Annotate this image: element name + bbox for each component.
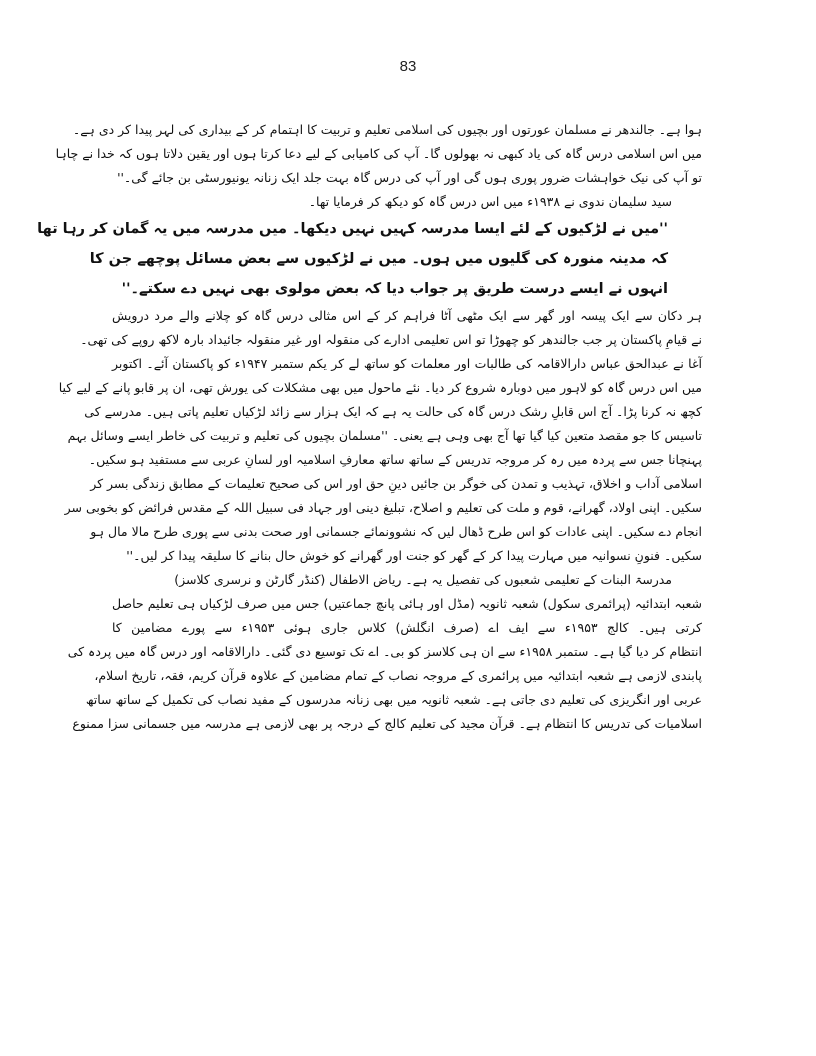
text-line: سکیں۔ فنونِ نسوانیہ میں مہارت پیدا کر کے گھر کو جنت اور گھرانے کو خوش حال بنانے کا سلیقہ پیدا کر لیں۔'' <box>126 548 702 563</box>
text-line: تو آپ کی نیک خواہشات ضرور پوری ہوں گی اور آپ کی درس گاہ بہت جلد ایک زنانہ یونیورسٹی بن جائے گی۔'' <box>117 170 702 185</box>
paragraph-2 <box>58 304 702 568</box>
paragraph-1 <box>55 118 702 190</box>
paragraph-3 <box>67 568 703 736</box>
text-line: شعبہ ابتدائیہ (پرائمری سکول) شعبہ ثانویہ (مڈل اور ہائی پانچ جماعتیں) جس میں صرف لڑکیاں ہی تعلیم حاصل <box>112 596 702 611</box>
text-line: پابندی لازمی ہے شعبہ ابتدائیہ میں پرائمری کے مروجہ نصاب کے تمام مضامین کے علاوہ قرآن کریم، فقہ، تاریخ اسلام، <box>94 668 702 683</box>
page-body <box>37 118 703 736</box>
quote-line: کہ مدینہ منورہ کی گلیوں میں ہوں۔ میں نے لڑکیوں سے بعض مسائل پوچھے جن کا <box>89 251 668 267</box>
text-line: میں اس اسلامی درس گاہ کی یاد کبھی نہ بھولوں گا۔ آپ کی کامیابی کے لیے دعا کرتا ہوں اور یقین دلاتا ہوں کہ خدا نے چاہا <box>55 146 702 161</box>
page-number: 83 <box>399 58 417 75</box>
text-line: آغا نے عبدالحق عباس دارالاقامہ کی طالبات اور معلمات کو ساتھ لے کر یکم ستمبر ۱۹۴۷ء کو پاکستان آئے۔ اکتوبر <box>112 356 702 371</box>
quote-intro: سید سلیمان ندوی نے ۱۹۳۸ء میں اس درس گاہ کو دیکھ کر فرمایا تھا۔ <box>308 194 672 209</box>
text-line: عربی اور انگریزی کی تعلیم دی جاتی ہے۔ شعبہ ثانویہ میں بھی زنانہ مدرسوں کے مفید نصاب کی تکمیل کے ساتھ ساتھ <box>85 692 702 707</box>
text-line: کرتی ہیں۔ کالج ۱۹۵۳ء سے ایف اے (صرف انگلش) کلاس جاری ہوئی ۱۹۵۳ء سے پورے مضامین کا <box>112 620 703 635</box>
text-line: انجام دے سکیں۔ اپنی عادات کو اس طرح ڈھال لیں کہ نشوونمائے جسمانی اور صحت بدنی سے پوری طرح مالا مال ہو <box>90 524 702 539</box>
block-quote <box>37 214 702 304</box>
text-line: تاسیس کا جو مقصد متعین کیا گیا تھا آج بھی وہی ہے یعنی۔ ''مسلمان بچیوں کی تعلیم و تربیت کی خاطر ایسے وسائل بہم <box>67 428 702 443</box>
text-line: ہوا ہے۔ جالندھر نے مسلمان عورتوں اور بچیوں کی اسلامی تعلیم و تربیت کا اہتمام کر کے بیداری کی لہر پیدا کر دی ہے۔ <box>72 122 702 137</box>
text-line: اسلامی آداب و اخلاق، تہذیب و تمدن کی خوگر بن جائیں دینِ حق اور اس کی صحیح تعلیمات کے مطابق زندگی بسر کر <box>90 476 702 491</box>
text-line: کچھ نہ کرنا پڑا۔ آج اس قابلِ رشک درس گاہ کی حالت یہ ہے کہ ایک ہزار سے زائد لڑکیاں تعلیم پاتی ہیں۔ مدرسے کی <box>84 404 702 419</box>
text-line: پہنچانا جس سے پردہ میں رہ کر مروجہ تدریس کے ساتھ ساتھ معارفِ اسلامیہ اور لسانِ عربی سے مستفید ہو سکیں۔ <box>88 452 702 467</box>
text-line: انتظام کر دیا گیا ہے۔ ستمبر ۱۹۵۸ء سے ان ہی کلاسز کو بی۔ اے تک توسیع دی گئی۔ دارالاقامہ اور درس گاہ میں پردہ کی <box>67 644 702 659</box>
text-line: نے قیامِ پاکستان پر جب جالندھر کو چھوڑا تو اس تعلیمی ادارے کی منقولہ اور غیر منقولہ جائیداد بارہ لاکھ روپے کی تھی۔ <box>80 332 702 347</box>
text-line: مدرسۃ البنات کے تعلیمی شعبوں کی تفصیل یہ ہے۔ ریاض الاطفال (کنڈر گارٹن و نرسری کلاسز) <box>174 572 672 587</box>
quote-line: انہوں نے ایسے درست طریق پر جواب دیا کہ بعض مولوی بھی نہیں دے سکتے۔'' <box>121 281 668 297</box>
text-line: میں اس درس گاہ کو لاہور میں دوبارہ شروع کر دیا۔ نئے ماحول میں بھی مشکلات کی یورش تھی، ان پر قابو پانے کے لیے کیا <box>58 380 702 395</box>
text-line: اسلامیات کی تدریس کا انتظام ہے۔ قرآن مجید کی تعلیم کالج کے درجہ پر بھی لازمی ہے مدرسہ میں جسمانی سزا ممنوع <box>72 716 702 731</box>
text-line: سکیں۔ اپنی اولاد، گھرانے، قوم و ملت کی تعلیم و اصلاح، تبلیغ دینی اور جہاد فی سبیل اللہ کے مقدس فرائض کو بخوبی سر <box>64 500 702 515</box>
quote-line: ''میں نے لڑکیوں کے لئے ایسا مدرسہ کہیں نہیں دیکھا۔ میں مدرسہ میں یہ گمان کر رہا تھا <box>37 221 668 237</box>
text-line: ہر دکان سے ایک پیسہ اور گھر سے ایک مٹھی آٹا فراہم کر کے اس مثالی درس گاہ کو چلانے والے مرد درویش <box>112 308 702 323</box>
